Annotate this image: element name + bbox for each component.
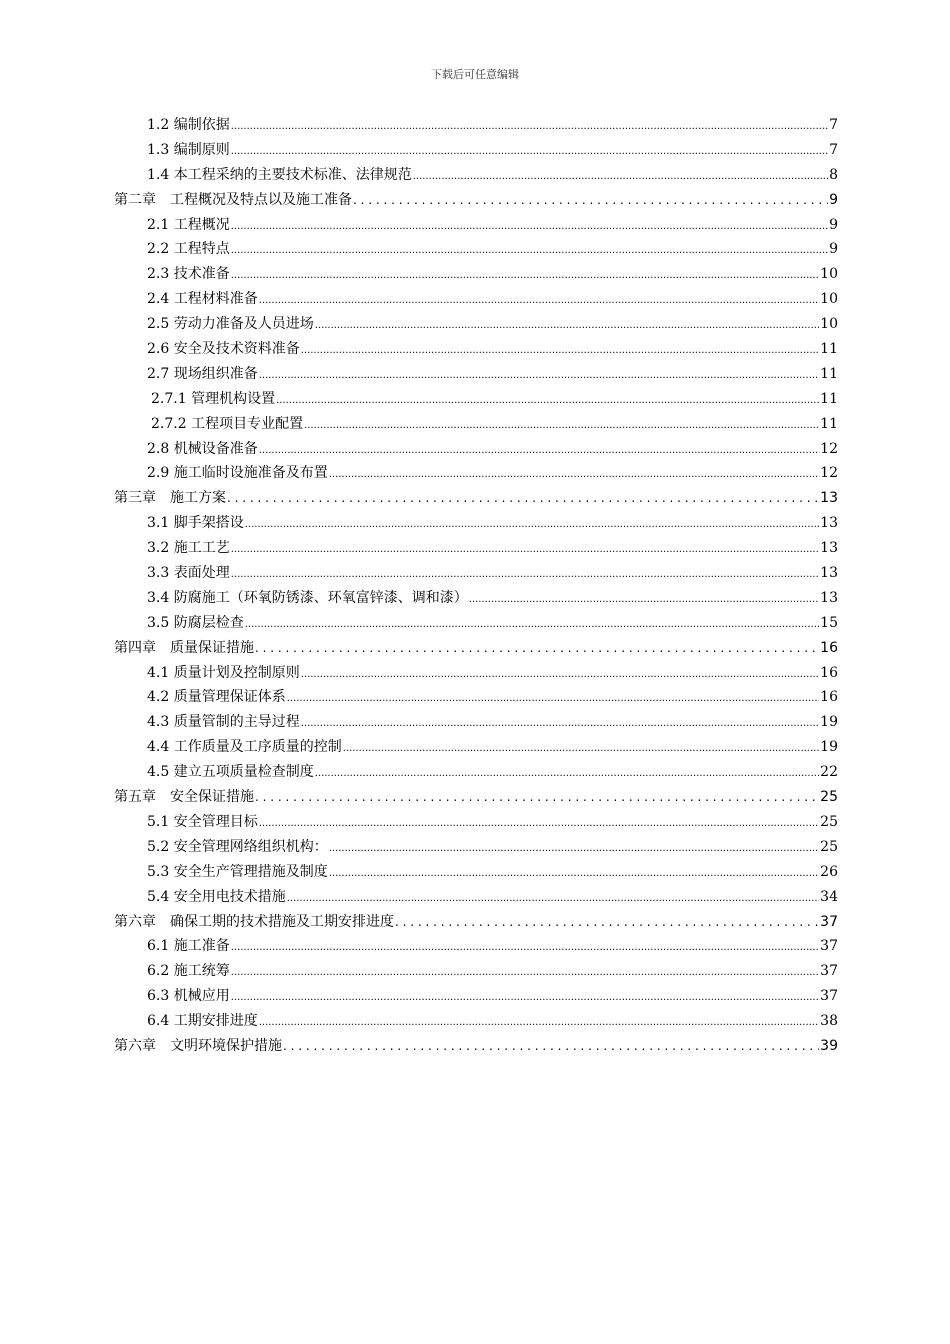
toc-dot-leader (287, 685, 819, 712)
toc-entry-title: 4.4 工作质量及工序质量的控制 (147, 739, 342, 756)
toc-section-entry[interactable] (114, 735, 838, 760)
toc-entry-title: 1.4 本工程采纳的主要技术标准、法律规范 (147, 166, 412, 183)
toc-entry-title: 2.6 安全及技术资料准备 (147, 341, 300, 358)
toc-dot-leader (301, 661, 819, 688)
toc-chapter-entry[interactable] (114, 910, 838, 935)
toc-section-entry[interactable] (114, 984, 838, 1009)
toc-dot-leader (231, 934, 819, 961)
toc-page-number: 10 (820, 316, 838, 333)
toc-section-entry[interactable] (114, 561, 838, 586)
toc-entry-title: 2.3 技术准备 (147, 266, 230, 283)
toc-section-entry[interactable] (114, 959, 838, 984)
toc-section-entry[interactable] (114, 835, 838, 860)
toc-entry-title: 1.3 编制原则 (147, 141, 230, 158)
toc-section-entry[interactable] (114, 163, 838, 188)
toc-page-number: 11 (820, 365, 838, 382)
toc-dot-leader (283, 1034, 819, 1059)
toc-page-number: 19 (820, 714, 838, 731)
toc-entry-title: 4.2 质量管理保证体系 (147, 689, 286, 706)
toc-section-entry[interactable] (114, 362, 838, 387)
toc-section-entry[interactable] (114, 138, 838, 163)
toc-page-number: 7 (829, 141, 838, 158)
toc-entry-title: 6.2 施工统筹 (147, 963, 230, 980)
toc-page-number: 16 (820, 664, 838, 681)
toc-section-entry[interactable] (114, 113, 838, 138)
toc-dot-leader (227, 486, 819, 511)
toc-entry-title: 2.7.2 工程项目专业配置 (151, 415, 304, 432)
toc-page-number: 25 (820, 813, 838, 830)
toc-dot-leader (301, 710, 819, 737)
toc-entry-title: 4.3 质量管制的主导过程 (147, 714, 300, 731)
toc-section-entry[interactable] (114, 237, 838, 262)
toc-section-entry[interactable] (114, 810, 838, 835)
toc-dot-leader (329, 860, 819, 887)
toc-section-entry[interactable] (114, 685, 838, 710)
toc-entry-title: 第五章 安全保证措施 (114, 789, 254, 806)
toc-page-number: 15 (820, 614, 838, 631)
toc-dot-leader (329, 461, 819, 488)
toc-dot-leader (259, 810, 819, 837)
toc-entry-title: 2.8 机械设备准备 (147, 440, 258, 457)
toc-entry-title: 3.3 表面处理 (147, 565, 230, 582)
toc-section-entry[interactable] (114, 213, 838, 238)
toc-section-entry[interactable] (114, 287, 838, 312)
toc-page-number: 13 (820, 515, 838, 532)
toc-dot-leader (304, 412, 819, 439)
toc-section-entry[interactable] (114, 760, 838, 785)
toc-dot-leader (343, 735, 819, 762)
toc-entry-title: 5.3 安全生产管理措施及制度 (147, 863, 328, 880)
toc-page-number: 9 (829, 241, 838, 258)
page-header: 下载后可任意编辑 (431, 68, 519, 81)
toc-page-number: 37 (820, 938, 838, 955)
toc-entry-title: 3.5 防腐层检查 (147, 614, 244, 631)
toc-dot-leader (413, 163, 828, 190)
toc-section-entry[interactable] (114, 511, 838, 536)
toc-section-entry[interactable] (114, 885, 838, 910)
toc-dot-leader (255, 785, 819, 810)
toc-page-number: 13 (820, 490, 838, 507)
toc-entry-title: 5.4 安全用电技术措施 (147, 888, 286, 905)
toc-page-number: 11 (820, 415, 838, 432)
toc-page-number: 11 (820, 390, 838, 407)
toc-entry-title: 2.7 现场组织准备 (147, 365, 258, 382)
toc-section-entry[interactable] (114, 661, 838, 686)
toc-entry-title: 3.1 脚手架搭设 (147, 515, 244, 532)
toc-page-number: 8 (829, 166, 838, 183)
toc-dot-leader (245, 511, 819, 538)
toc-dot-leader (259, 362, 819, 389)
toc-dot-leader (231, 262, 819, 289)
toc-entry-title: 第四章 质量保证措施 (114, 639, 254, 656)
toc-dot-leader (231, 237, 828, 264)
toc-section-entry[interactable] (114, 461, 838, 486)
toc-entry-title: 2.1 工程概况 (147, 216, 230, 233)
toc-dot-leader (259, 287, 819, 314)
toc-page-number: 26 (820, 863, 838, 880)
toc-page-number: 16 (820, 689, 838, 706)
toc-entry-title: 5.2 安全管理网络组织机构： (147, 838, 328, 855)
toc-entry-title: 6.4 工期安排进度 (147, 1013, 258, 1030)
toc-dot-leader (255, 636, 819, 661)
table-of-contents (114, 113, 838, 1059)
toc-entry-title: 第三章 施工方案 (114, 490, 226, 507)
toc-dot-leader (231, 959, 819, 986)
toc-entry-title: 第六章 文明环境保护措施 (114, 1037, 282, 1054)
toc-section-entry[interactable] (114, 262, 838, 287)
toc-page-number: 16 (820, 639, 838, 656)
toc-page-number: 12 (820, 465, 838, 482)
toc-dot-leader (276, 387, 819, 414)
toc-dot-leader (231, 138, 828, 165)
toc-page-number: 13 (820, 565, 838, 582)
toc-page-number: 38 (820, 1013, 838, 1030)
toc-entry-title: 6.1 施工准备 (147, 938, 230, 955)
toc-section-entry[interactable] (114, 337, 838, 362)
toc-section-entry[interactable] (114, 387, 838, 412)
toc-chapter-entry[interactable] (114, 486, 838, 511)
toc-dot-leader (231, 213, 828, 240)
toc-page-number: 12 (820, 440, 838, 457)
toc-page-number: 9 (829, 191, 838, 208)
toc-page-number: 22 (820, 764, 838, 781)
toc-page-number: 37 (820, 913, 838, 930)
toc-entry-title: 第六章 确保工期的技术措施及工期安排进度 (114, 913, 394, 930)
toc-dot-leader (315, 760, 819, 787)
toc-entry-title: 3.2 施工工艺 (147, 540, 230, 557)
toc-page-number: 10 (820, 291, 838, 308)
toc-entry-title: 2.4 工程材料准备 (147, 291, 258, 308)
toc-dot-leader (231, 561, 819, 588)
toc-section-entry[interactable] (114, 934, 838, 959)
toc-dot-leader (395, 910, 819, 935)
toc-section-entry[interactable] (114, 412, 838, 437)
toc-chapter-entry[interactable] (114, 1034, 838, 1059)
toc-section-entry[interactable] (114, 860, 838, 885)
toc-dot-leader (231, 113, 828, 140)
toc-page-number: 25 (820, 789, 838, 806)
toc-section-entry[interactable] (114, 611, 838, 636)
toc-page-number: 13 (820, 589, 838, 606)
toc-dot-leader (469, 586, 819, 613)
toc-section-entry[interactable] (114, 586, 838, 611)
toc-dot-leader (259, 1009, 819, 1036)
toc-dot-leader (231, 536, 819, 563)
toc-entry-title: 6.3 机械应用 (147, 988, 230, 1005)
toc-entry-title: 2.5 劳动力准备及人员进场 (147, 316, 314, 333)
toc-page-number: 10 (820, 266, 838, 283)
toc-chapter-entry[interactable] (114, 636, 838, 661)
toc-section-entry[interactable] (114, 312, 838, 337)
toc-chapter-entry[interactable] (114, 188, 838, 213)
toc-section-entry[interactable] (114, 1009, 838, 1034)
toc-page-number: 19 (820, 739, 838, 756)
toc-entry-title: 第二章 工程概况及特点以及施工准备 (114, 191, 352, 208)
toc-section-entry[interactable] (114, 437, 838, 462)
toc-entry-title: 3.4 防腐施工（环氧防锈漆、环氧富锌漆、调和漆） (147, 589, 468, 606)
toc-dot-leader (315, 312, 819, 339)
toc-entry-title: 5.1 安全管理目标 (147, 813, 258, 830)
toc-dot-leader (329, 835, 819, 862)
toc-dot-leader (231, 984, 819, 1011)
toc-section-entry[interactable] (114, 710, 838, 735)
toc-entry-title: 2.2 工程特点 (147, 241, 230, 258)
toc-section-entry[interactable] (114, 536, 838, 561)
toc-entry-title: 1.2 编制依据 (147, 117, 230, 133)
toc-page-number: 39 (820, 1037, 838, 1054)
toc-entry-title: 4.1 质量计划及控制原则 (147, 664, 300, 681)
toc-page-number: 9 (829, 216, 838, 233)
toc-entry-title: 2.7.1 管理机构设置 (151, 390, 276, 407)
toc-entry-title: 4.5 建立五项质量检查制度 (147, 764, 314, 781)
toc-page-number: 34 (820, 888, 838, 905)
toc-entry-title: 2.9 施工临时设施准备及布置 (147, 465, 328, 482)
toc-page-number: 13 (820, 540, 838, 557)
toc-page-number: 25 (820, 838, 838, 855)
toc-page-number: 37 (820, 988, 838, 1005)
toc-dot-leader (301, 337, 819, 364)
toc-chapter-entry[interactable] (114, 785, 838, 810)
toc-dot-leader (245, 611, 819, 638)
toc-dot-leader (287, 885, 819, 912)
toc-page-number: 37 (820, 963, 838, 980)
toc-dot-leader (259, 437, 819, 464)
toc-page-number: 7 (829, 117, 838, 133)
toc-dot-leader (353, 188, 828, 213)
toc-page-number: 11 (820, 341, 838, 358)
